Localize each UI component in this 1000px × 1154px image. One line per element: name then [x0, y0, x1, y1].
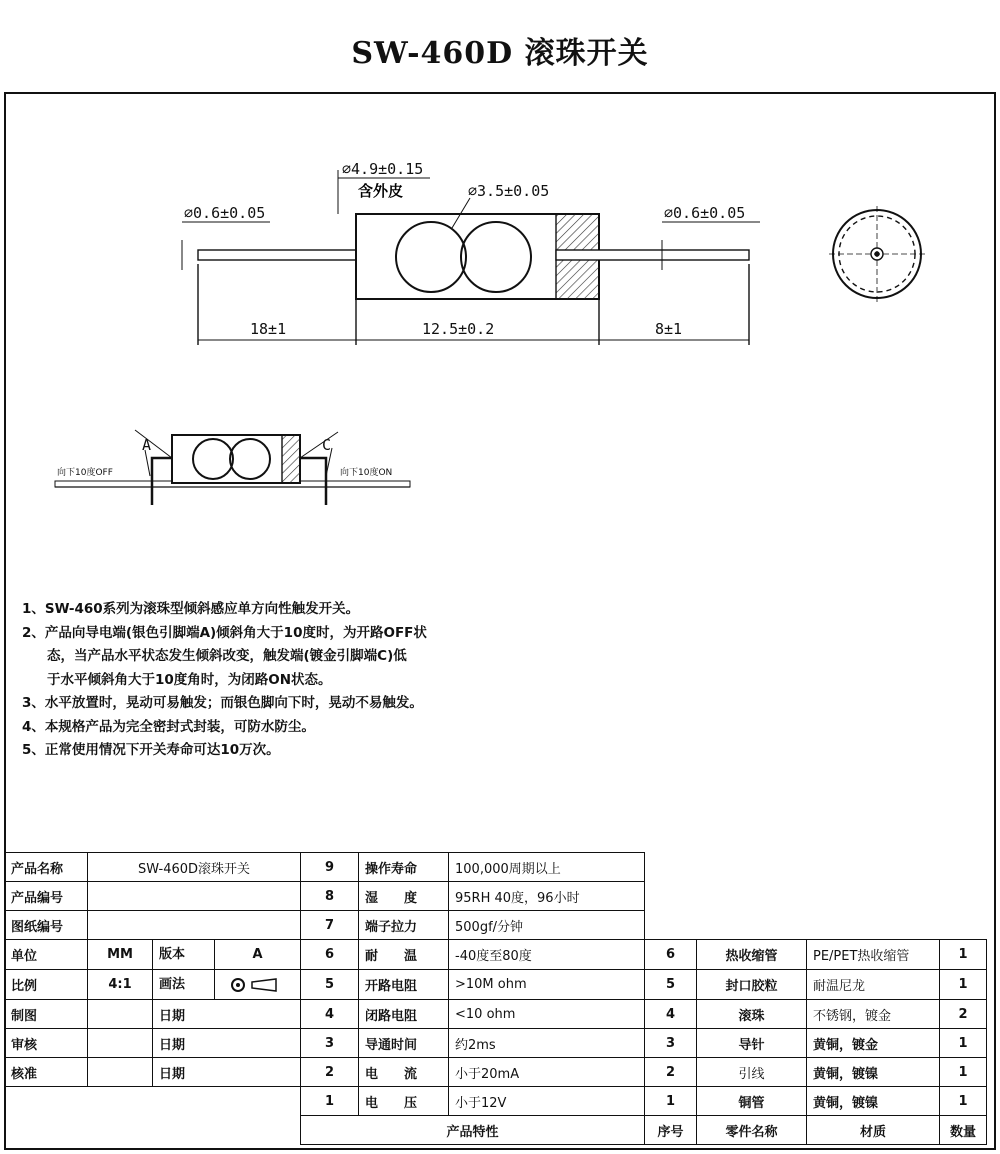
part-material: 耐温尼龙: [807, 970, 940, 1000]
version-value: A: [252, 947, 263, 962]
table-row: [5, 970, 987, 1000]
drawn-label: 制图: [5, 1000, 88, 1029]
drawing-no-value: [88, 911, 301, 940]
table-row: [5, 940, 987, 970]
scale-value: 4:1: [88, 970, 153, 1000]
part-qty: 1: [940, 970, 987, 1000]
char-value: 小于12V: [449, 1087, 645, 1116]
projection-symbol-icon: [215, 977, 300, 993]
table-row: [5, 1029, 987, 1058]
method-label: 画法: [153, 970, 215, 999]
char-no: 2: [301, 1058, 359, 1087]
note-item: 1、SW-460系列为滚珠型倾斜感应单方向性触发开关。: [22, 601, 360, 617]
parts-header-qty: 数量: [940, 1116, 987, 1145]
char-value: >10M ohm: [449, 970, 645, 1000]
part-name: 引线: [697, 1058, 807, 1087]
unit-label: 单位: [5, 940, 88, 970]
char-no: 7: [301, 911, 359, 940]
char-no: 6: [301, 940, 359, 970]
char-no: 8: [301, 882, 359, 911]
char-name: 导通时间: [359, 1029, 449, 1058]
parts-header-name: 零件名称: [697, 1116, 807, 1145]
part-name: 滚珠: [697, 1000, 807, 1029]
part-no: 2: [645, 1058, 697, 1087]
char-value: 小于20mA: [449, 1058, 645, 1087]
parts-header-no: 序号: [645, 1116, 697, 1145]
char-value: 约2ms: [449, 1029, 645, 1058]
part-no: 1: [645, 1087, 697, 1116]
lead-right-diameter-label: ⌀0.6±0.05: [664, 204, 746, 222]
len-left-label: 18±1: [250, 320, 287, 338]
char-name: 电 压: [359, 1087, 449, 1116]
char-name: 端子拉力: [359, 911, 449, 940]
char-name: 电 流: [359, 1058, 449, 1087]
characteristics-header: 产品特性: [301, 1116, 645, 1145]
unit-value: MM: [88, 940, 153, 970]
scale-label: 比例: [5, 970, 88, 1000]
char-name: 耐 温: [359, 940, 449, 970]
char-name: 操作寿命: [359, 853, 449, 882]
char-no: 3: [301, 1029, 359, 1058]
product-code-label: 产品编号: [5, 882, 88, 911]
part-no: 3: [645, 1029, 697, 1058]
approve-label: 核准: [5, 1058, 88, 1087]
left-lead: [198, 250, 358, 260]
part-material: 不锈钢，镀金: [807, 1000, 940, 1029]
part-material: 黄铜，镀金: [807, 1029, 940, 1058]
part-name: 封口胶粒: [697, 970, 807, 1000]
note-item: 2、产品向导电端(银色引脚端A)倾斜角大于10度时，为开路OFF状: [22, 624, 427, 641]
part-no: 4: [645, 1000, 697, 1029]
part-qty: 1: [940, 1058, 987, 1087]
part-material: PE/PET热收缩管: [807, 940, 940, 970]
review-label: 审核: [5, 1029, 88, 1058]
char-value: 100,000周期以上: [449, 853, 645, 882]
tilt-off-label: 向下10度OFF: [57, 468, 113, 478]
date-label: 日期: [153, 1029, 301, 1058]
notes-list: [22, 598, 582, 763]
ball-diameter-label: ⌀3.5±0.05: [468, 182, 550, 200]
note-item: 于水平倾斜角大于10度角时，为闭路ON状态。: [47, 671, 332, 688]
part-no: 5: [645, 970, 697, 1000]
table-header-row: [5, 1116, 987, 1145]
part-name: 导针: [697, 1029, 807, 1058]
part-name: 热收缩管: [697, 940, 807, 970]
table-row: [5, 1058, 987, 1087]
len-right-label: 8±1: [655, 320, 683, 338]
char-name: 开路电阻: [359, 970, 449, 1000]
table-row: [5, 1000, 987, 1029]
char-value: 95RH 40度，96小时: [449, 882, 645, 911]
note-item: 态，当产品水平状态发生倾斜改变，触发端(镀金引脚端C)低: [47, 648, 407, 664]
char-value: <10 ohm: [449, 1000, 645, 1029]
date-label: 日期: [153, 1000, 301, 1029]
table-row: [5, 853, 987, 882]
char-value: 500gf/分钟: [449, 911, 645, 940]
char-name: 闭路电阻: [359, 1000, 449, 1029]
outer-diameter-label: ⌀4.9±0.15: [342, 160, 424, 178]
table-row: [5, 1087, 987, 1116]
lead-left-diameter-label: ⌀0.6±0.05: [184, 204, 266, 222]
len-body-label: 12.5±0.2: [422, 320, 495, 338]
char-no: 5: [301, 970, 359, 1000]
char-no: 9: [301, 853, 359, 882]
drawing-no-label: 图纸编号: [5, 911, 88, 940]
note-item: 4、本规格产品为完全密封式封装，可防水防尘。: [22, 718, 315, 735]
char-value: -40度至80度: [449, 940, 645, 970]
version-label: 版本: [153, 940, 215, 969]
note-item: 3、水平放置时，晃动可易触发；而银色脚向下时，晃动不易触发。: [22, 695, 423, 711]
right-lead: [556, 250, 749, 260]
tilt-body: [172, 435, 300, 483]
date-label: 日期: [153, 1058, 301, 1087]
label-c: C: [322, 436, 332, 454]
part-no: 6: [645, 940, 697, 970]
part-name: 铜管: [697, 1087, 807, 1116]
parts-header-material: 材质: [807, 1116, 940, 1145]
part-qty: 1: [940, 1087, 987, 1116]
outer-note: 含外皮: [358, 182, 404, 200]
label-a: A: [142, 436, 152, 454]
part-material: 黄铜，镀镍: [807, 1087, 940, 1116]
product-name-label: 产品名称: [5, 853, 88, 882]
note-item: 5、正常使用情况下开关寿命可达10万次。: [22, 742, 280, 758]
tilt-on-label: 向下10度ON: [340, 468, 393, 478]
product-name-value: SW-460D滚珠开关: [88, 853, 301, 882]
product-code-value: [88, 882, 301, 911]
part-qty: 1: [940, 940, 987, 970]
char-name: 湿 度: [359, 882, 449, 911]
part-material: 黄铜，镀镍: [807, 1058, 940, 1087]
char-no: 4: [301, 1000, 359, 1029]
part-qty: 1: [940, 1029, 987, 1058]
page-title: SW-460D 滚珠开关: [351, 36, 649, 71]
char-no: 1: [301, 1087, 359, 1116]
spec-table: [4, 852, 987, 1145]
part-qty: 2: [940, 1000, 987, 1029]
